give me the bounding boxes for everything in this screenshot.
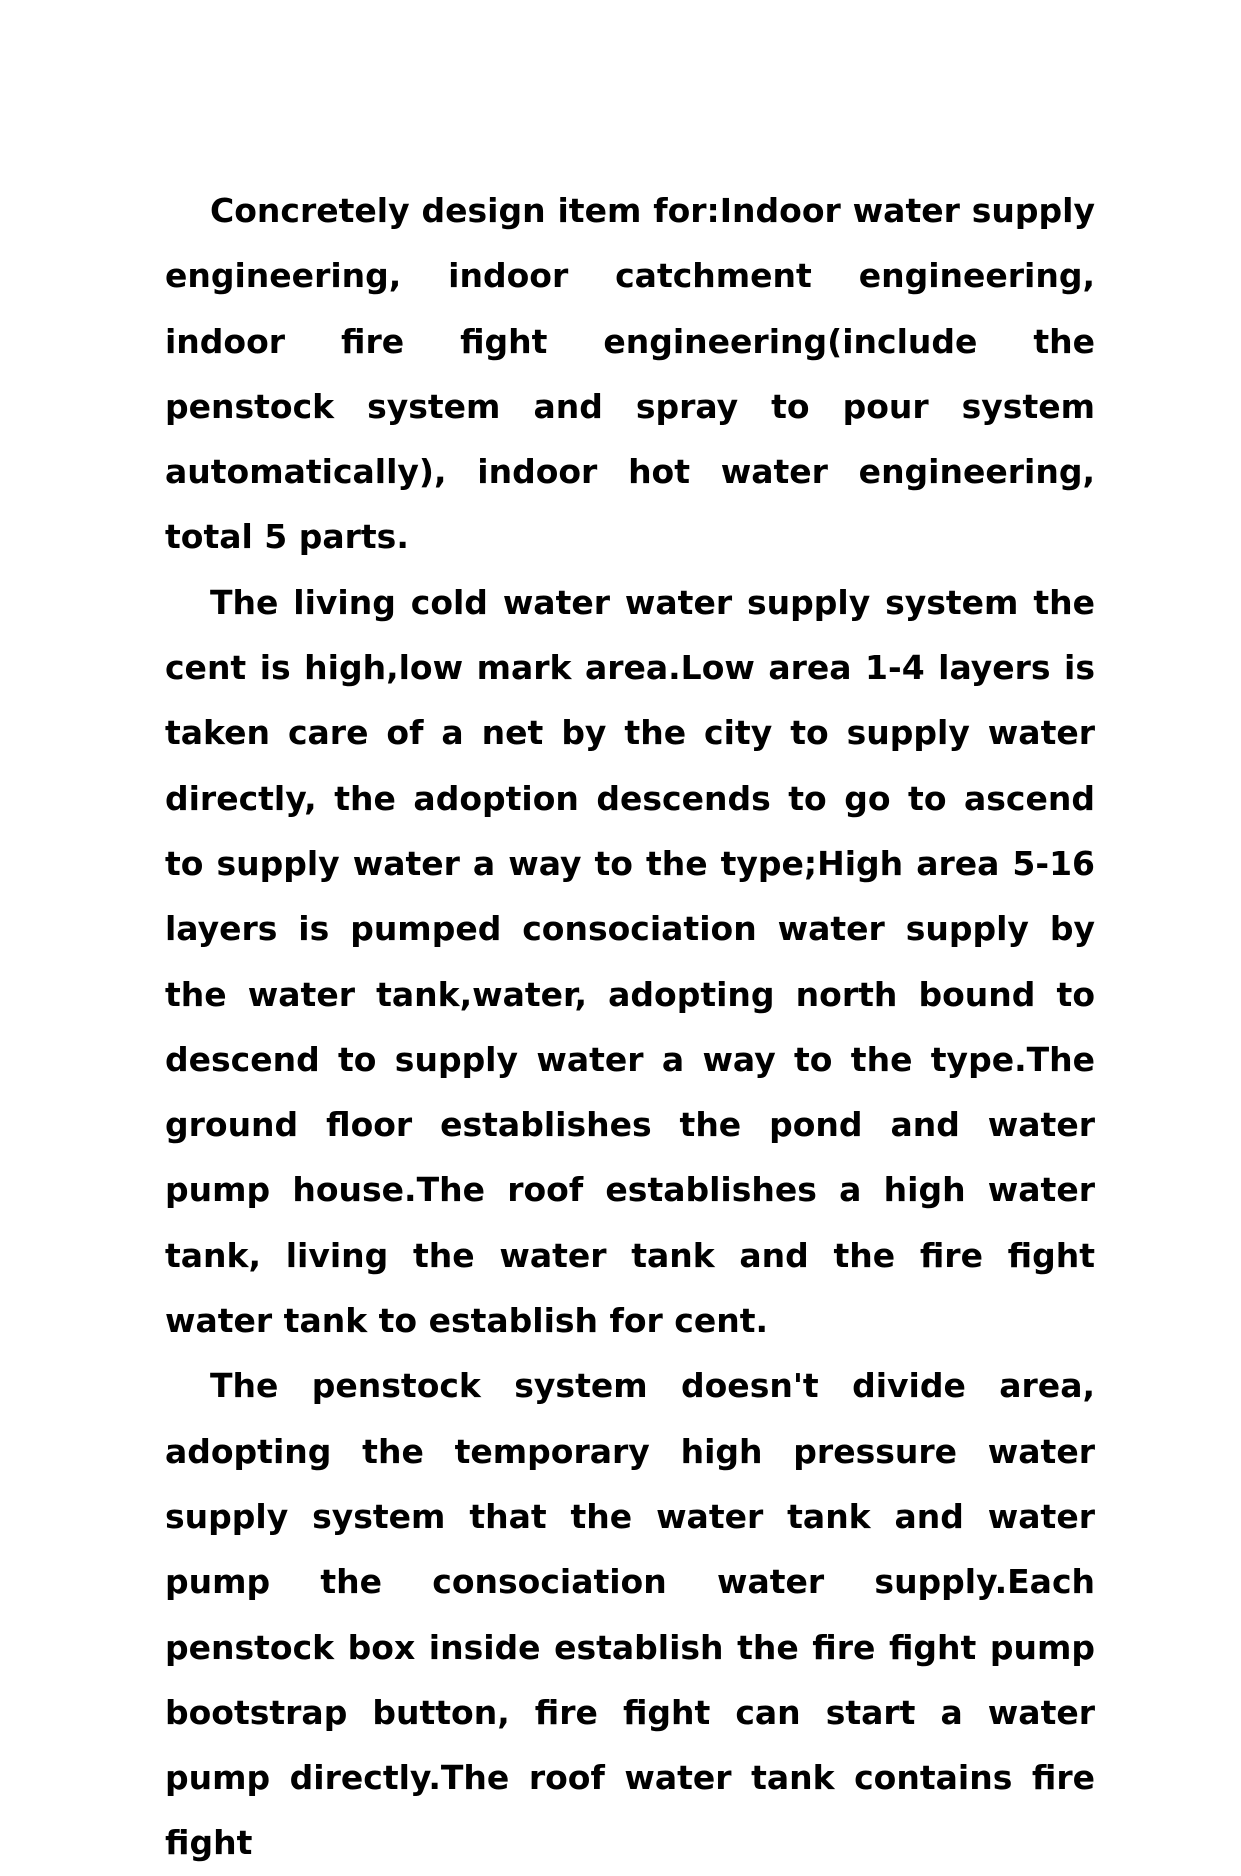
paragraph-cold-water-supply: The living cold water water supply system the cent is high,low mark area.Low area 1-4 layers is taken care of a net by the city to supply water directly, the adoption descends to go to ascend to supply water a way to the type;High area 5-16 layers is pumped consociation water supply by the water tank,water, adopting north bound to descend to supply water a way to the type.The ground floor establishes the pond and water pump house.The roof establishes a high water tank, living the water tank and the fire fight water tank to establish for cent. — [165, 582, 1095, 1341]
body-text — [165, 178, 1095, 1876]
paragraph-penstock-system: The penstock system doesn't divide area, adopting the temporary high pressure water supply system that the water tank and water pump the consociation water supply.Each penstock box inside establish the fire fight pump bootstrap button, fire fight can start a water pump directly.The roof water tank contains fire fight — [165, 1366, 1095, 1863]
paragraph-design-items: Concretely design item for:Indoor water supply engineering, indoor catchment engineering, indoor fire fight engineering(include the penstock system and spray to pour system automatically), indoor hot water engineering, total 5 parts. — [165, 191, 1095, 557]
